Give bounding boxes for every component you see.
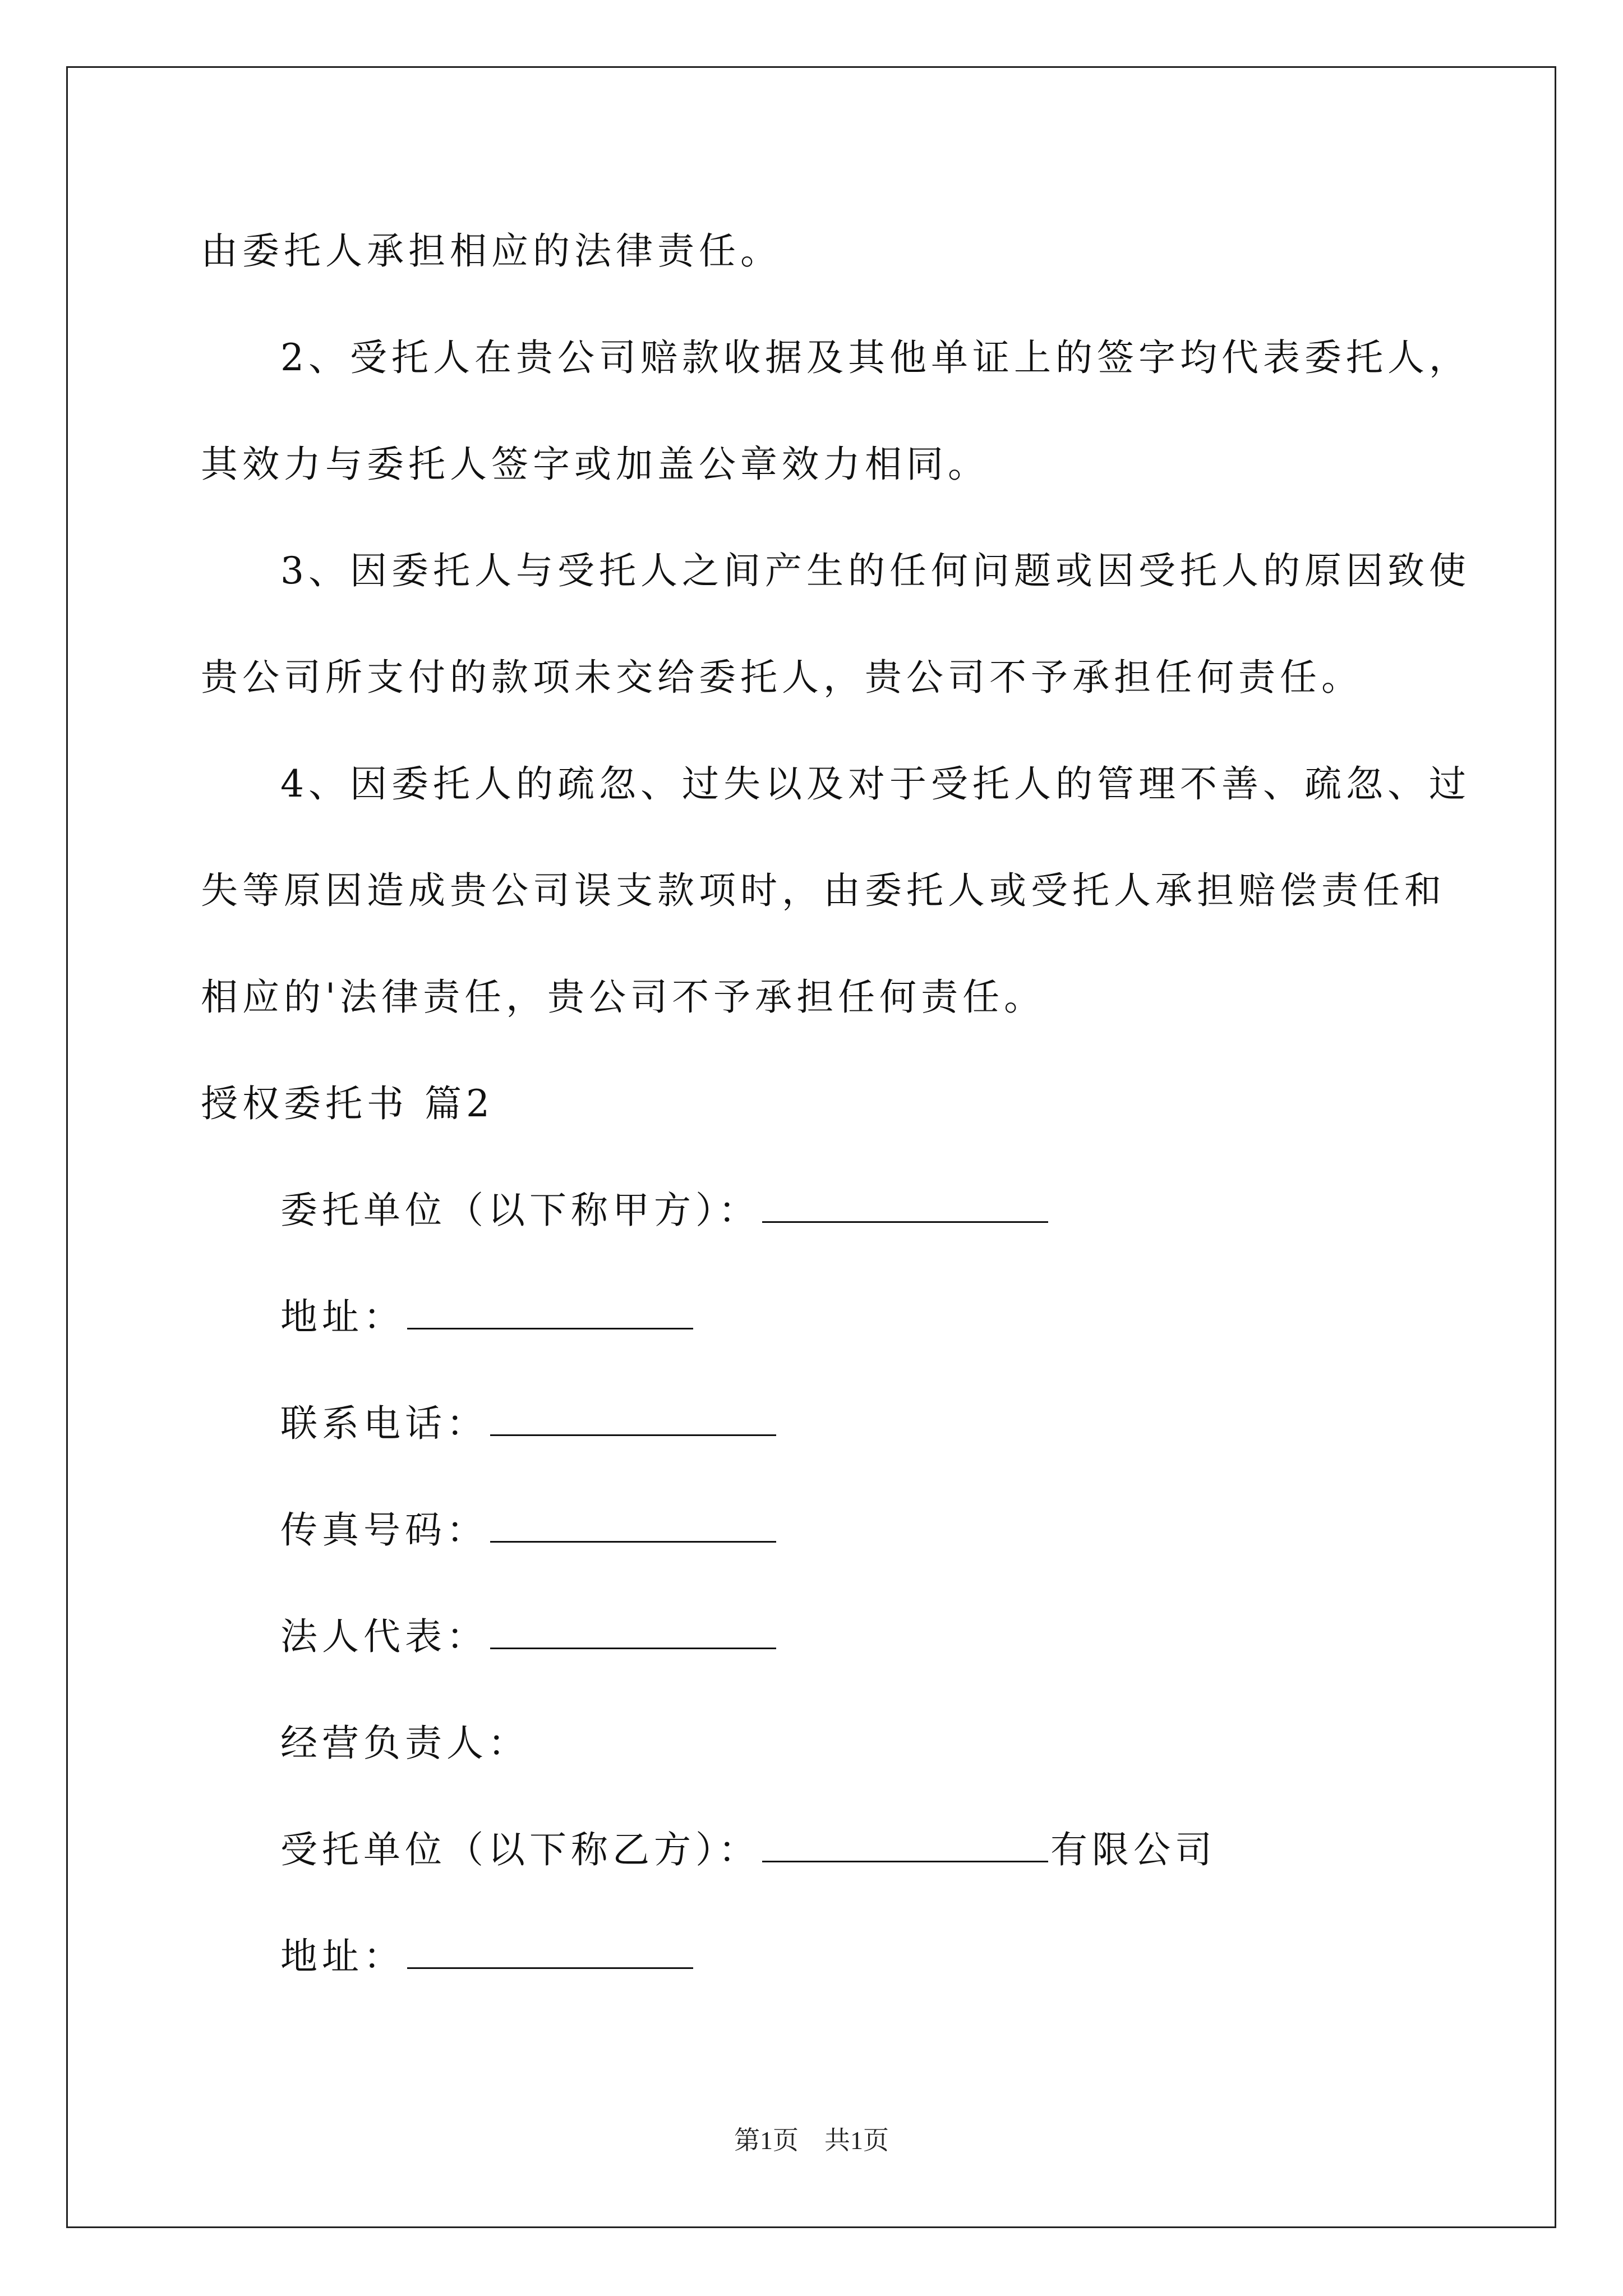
field-label: 联系电话： [280, 1402, 488, 1445]
form-field-phone [280, 1401, 778, 1446]
paragraph-line-8: 相应的'法律责任，贵公司不予承担任何责任。 [201, 976, 1046, 1019]
paragraph-line-1: 由委托人承担相应的法律责任。 [201, 229, 782, 273]
form-field-legal-rep [280, 1614, 778, 1659]
paragraph-line-4: 3、因委托人与受托人之间产生的任何问题或因受托人的原因致使 [280, 549, 1470, 592]
form-field-address [280, 1295, 695, 1340]
form-field-manager [280, 1721, 529, 1766]
fill-in-blank[interactable] [762, 1829, 1048, 1862]
form-field-trustee-unit [280, 1828, 1216, 1872]
fill-in-blank[interactable] [490, 1510, 776, 1543]
field-label: 传真号码： [280, 1508, 488, 1552]
fill-in-blank[interactable] [407, 1296, 693, 1329]
field-label: 地址： [280, 1295, 405, 1338]
page-border [66, 66, 1556, 2228]
field-suffix: 有限公司 [1050, 1828, 1216, 1871]
form-field-fax [280, 1508, 778, 1553]
section-title: 授权委托书 篇2 [201, 1082, 494, 1125]
fill-in-blank[interactable] [490, 1403, 776, 1436]
form-field-address-2 [280, 1934, 695, 1979]
fill-in-blank[interactable] [407, 1936, 693, 1969]
paragraph-line-5: 贵公司所支付的款项未交给委托人，贵公司不予承担任何责任。 [201, 656, 1363, 699]
form-field-client-unit [280, 1188, 1050, 1233]
page-number-footer: 第1页 共1页 [734, 2126, 889, 2155]
field-label: 委托单位（以下称甲方）： [280, 1189, 760, 1232]
fill-in-blank[interactable] [490, 1616, 776, 1649]
fill-in-blank[interactable] [762, 1190, 1048, 1223]
field-label: 经营负责人： [280, 1722, 529, 1765]
paragraph-line-3: 其效力与委托人签字或加盖公章效力相同。 [201, 443, 989, 486]
field-label: 地址： [280, 1935, 405, 1978]
field-label: 受托单位（以下称乙方）： [280, 1828, 760, 1871]
paragraph-line-7: 失等原因造成贵公司误支款项时，由委托人或受托人承担赔偿责任和 [201, 869, 1446, 912]
paragraph-line-2: 2、受托人在贵公司赔款收据及其他单证上的签字均代表委托人， [280, 336, 1470, 379]
field-label: 法人代表： [280, 1615, 488, 1658]
paragraph-line-6: 4、因委托人的疏忽、过失以及对于受托人的管理不善、疏忽、过 [280, 762, 1470, 806]
